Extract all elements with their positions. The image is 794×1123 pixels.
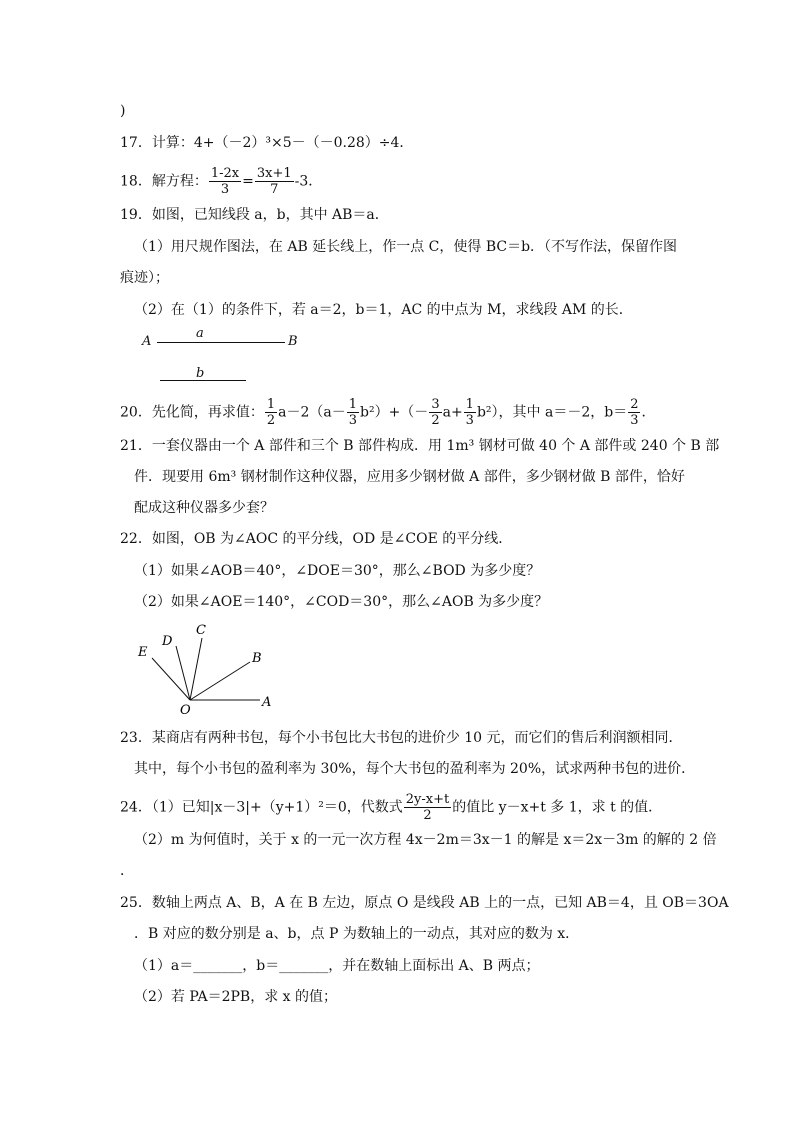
ray-oc <box>190 638 202 700</box>
fraction: $\frac{2}{3}$ <box>630 397 639 428</box>
point-d-label: D <box>162 634 173 649</box>
question-25-cont: ．B 对应的数分别是 a、b，点 P 为数轴上的一动点，其对应的数为 x． <box>134 926 580 942</box>
figure-22 <box>130 618 290 716</box>
question-19-part1: （1）用尺规作图法，在 AB 延长线上，作一点 C，使得 BC＝b．（不写作法，保留作图 <box>134 239 678 255</box>
ray-ob <box>190 662 250 700</box>
question-21-cont: 件．现要用 6m³ 钢材制作这种仪器，应用多少钢材做 A 部件，多少钢材做 B 部件，恰好 <box>134 469 685 485</box>
fraction: $\frac{1}{3}$ <box>465 397 474 428</box>
point-c-label: C <box>196 623 206 638</box>
question-22-part2: （2）如果∠AOE＝140°，∠COD＝30°，那么∠AOB 为多少度？ <box>134 594 549 610</box>
point-e-label: E <box>138 645 148 660</box>
question-23: 23．某商店有两种书包，每个小书包比大书包的进价少 10 元，而它们的售后利润额相同． <box>120 730 683 746</box>
question-25-part1: （1）a＝_______，b＝_______，并在数轴上面标出 A、B 两点； <box>134 958 540 974</box>
fraction: $\frac{3}{2}$ <box>431 397 440 428</box>
point-b-label: B <box>252 651 262 666</box>
question-19: 19．如图，已知线段 a，b，其中 AB＝a． <box>120 207 389 223</box>
segment-ab <box>157 342 285 343</box>
question-18: 18．解方程： $\frac{1-2x}{3}$ = $\frac{3x+1}{7}$ -3． <box>120 166 323 197</box>
segment-a-label: a <box>196 326 204 341</box>
fraction: $\frac{1}{3}$ <box>348 397 357 428</box>
point-a-label: A <box>142 334 152 349</box>
fraction: $\frac{2y-x+t}{2}$ <box>405 792 450 823</box>
point-o-label: O <box>180 703 191 716</box>
question-24-part2-cont: ． <box>120 863 134 879</box>
question-19-part2: （2）在（1）的条件下，若 a＝2，b＝1，AC 的中点为 M，求线段 AM 的长． <box>134 302 633 318</box>
line-fragment: ) <box>120 103 126 119</box>
question-25: 25．数轴上两点 A、B，A 在 B 左边，原点 O 是线段 AB 上的一点，已知 AB＝4，且 OB＝3OA <box>120 895 729 911</box>
question-22: 22．如图，OB 为∠AOC 的平分线，OD 是∠COE 的平分线． <box>120 531 513 547</box>
question-23-cont: 其中，每个小书包的盈利率为 30%，每个大书包的盈利率为 20%，试求两种书包的进价． <box>134 761 696 777</box>
question-24-part2: （2）m 为何值时，关于 x 的一元一次方程 4x－2m＝3x－1 的解是 x＝2x－3m 的解的 2 倍 <box>134 832 717 848</box>
question-21-cont2: 配成这种仪器多少套？ <box>134 500 274 516</box>
question-25-part2: （2）若 PA＝2PB，求 x 的值； <box>134 989 338 1005</box>
question-24: 24．（1）已知|x－3|+（y+1）²＝0，代数式 $\frac{2y-x+t}{2}$ 的值比 y－x+t 多 1，求 t 的值． <box>120 792 663 823</box>
question-21: 21．一套仪器由一个 A 部件和三个 B 部件构成．用 1m³ 钢材可做 40 个 A 部件或 240 个 B 部 <box>120 438 720 454</box>
fraction: $\frac{1}{2}$ <box>266 397 276 428</box>
fraction: $\frac{3x+1}{7}$ <box>256 166 292 197</box>
question-19-part1-cont: 痕迹）； <box>120 270 169 286</box>
point-a-label: A <box>262 695 272 710</box>
segment-b-label: b <box>196 366 205 381</box>
question-17: 17．计算：4+（－2）³×5－（－0.28）÷4． <box>120 135 414 151</box>
fraction: $\frac{1-2x}{3}$ <box>210 166 240 197</box>
q18-text: 18．解方程： <box>120 173 208 190</box>
question-22-part1: （1）如果∠AOB＝40°，∠DOE＝30°，那么∠BOD 为多少度？ <box>134 563 541 579</box>
question-20: 20．先化简，再求值： $\frac{1}{2}$ a－2（a－ $\frac{1}{3}$ b²）+（－ $\frac{3}{2}$ a+ $\frac{1}{3}$ b²），其中 a＝－2，b＝ $\frac{2}{3}$ ． <box>120 397 656 428</box>
point-b-label: B <box>288 334 298 349</box>
segment-b <box>160 380 246 381</box>
